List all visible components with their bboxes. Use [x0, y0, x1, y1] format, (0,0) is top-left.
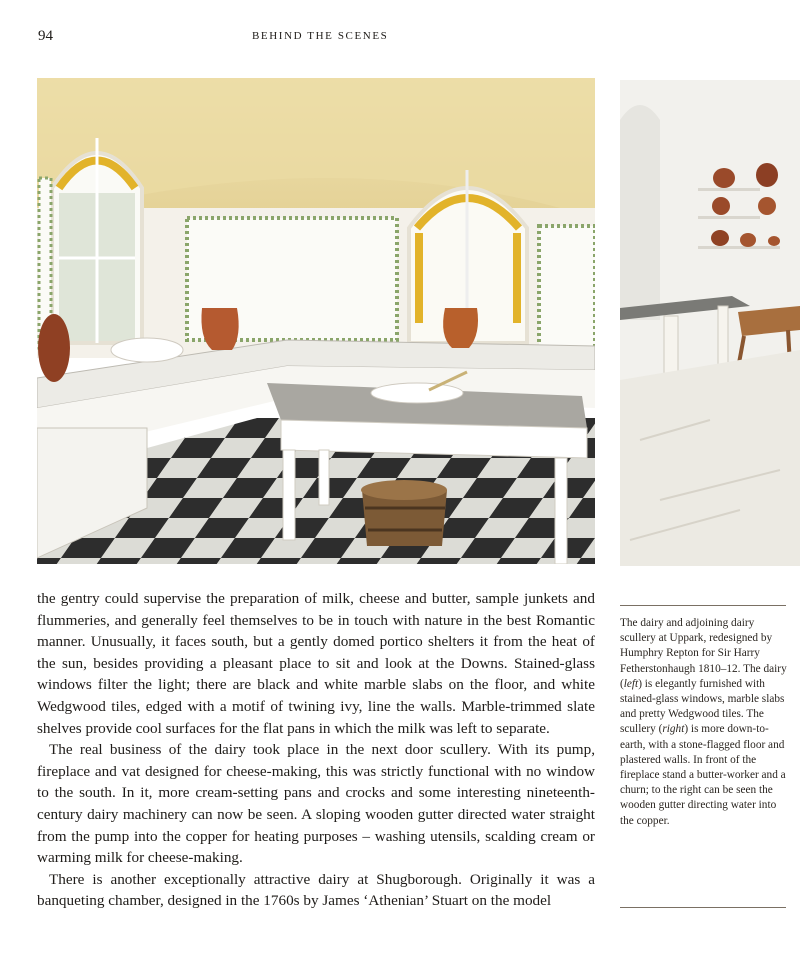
- bowl-table: [371, 383, 463, 403]
- caption-rule-bottom: [620, 907, 786, 908]
- scullery-illustration: [620, 80, 800, 566]
- body-text: [37, 588, 595, 912]
- crock-centre: [201, 308, 238, 350]
- dairy-illustration: [37, 78, 595, 564]
- caption-years: 1810–12: [698, 662, 738, 675]
- crock-left: [38, 314, 70, 382]
- paragraph-1: the gentry could supervise the preparation of milk, cheese and butter, sample junkets and flummeries, and generally feel themselves to be in touch with nature in the best Romantic manner. Unusually, it faces south, but a gently domed portico shelters it from the heat of the sun, besides providing a pleasant place to sit and look at the Downs. Stained-glass windows filter the light; there are black and white marble slabs on the floor, and white Wedgwood tiles, edged with a motif of twining ivy, line the walls. Marble-trimmed slate shelves provide cool surfaces for the flat pans in which the milk was left to separate.: [37, 590, 595, 737]
- paragraph-3: There is another exceptionally attractive dairy at Shugborough. Originally it was a banqueting chamber, designed in the 1760s by James ‘Athenian’ Stuart on the model: [37, 870, 595, 910]
- bowl-left: [111, 338, 183, 362]
- running-head: BEHIND THE SCENES: [252, 30, 389, 42]
- scullery-photo: [620, 80, 800, 566]
- paragraph-2: The real business of the dairy took place in the next door scullery. With its pump, fireplace and vat designed for cheese-making, this was strictly functional with no window to the south. In it, more cream-setting pans and crocks and some interesting nineteenth-century dairy machinery can now be seen. A sloping wooden gutter directed water straight from the pump into the copper for heating purposes – washing utensils, scalding cream or warming milk for cheese-making.: [37, 741, 595, 867]
- crock-window: [443, 308, 478, 348]
- left-window: [52, 138, 142, 343]
- caption-text-3: ) is elegantly furnished with stained-glass windows, marble slabs and pretty Wedgwood tiles. The scullery (: [620, 677, 785, 736]
- caption-text-1: The dairy and adjoining dairy scullery at Uppark, redesigned by Humphry Repton for Sir Harry Fetherstonhaugh: [620, 617, 773, 675]
- page-header: [38, 28, 580, 48]
- page-number: 94: [38, 28, 53, 44]
- caption-rule-top: [620, 605, 786, 606]
- wooden-tub: [361, 480, 447, 546]
- dairy-photo: [37, 78, 595, 564]
- caption-text-2: . The dairy (: [620, 662, 787, 690]
- caption-text-4: ) is more down-to-earth, with a stone-flagged floor and plastered walls. In front of the fireplace stand a butter-worker and a churn; to the right can be seen the wooden gutter directing water into the copper.: [620, 723, 786, 827]
- caption-right-word: right: [662, 723, 685, 736]
- caption-left-word: left: [623, 677, 639, 690]
- photo-caption: [620, 616, 790, 829]
